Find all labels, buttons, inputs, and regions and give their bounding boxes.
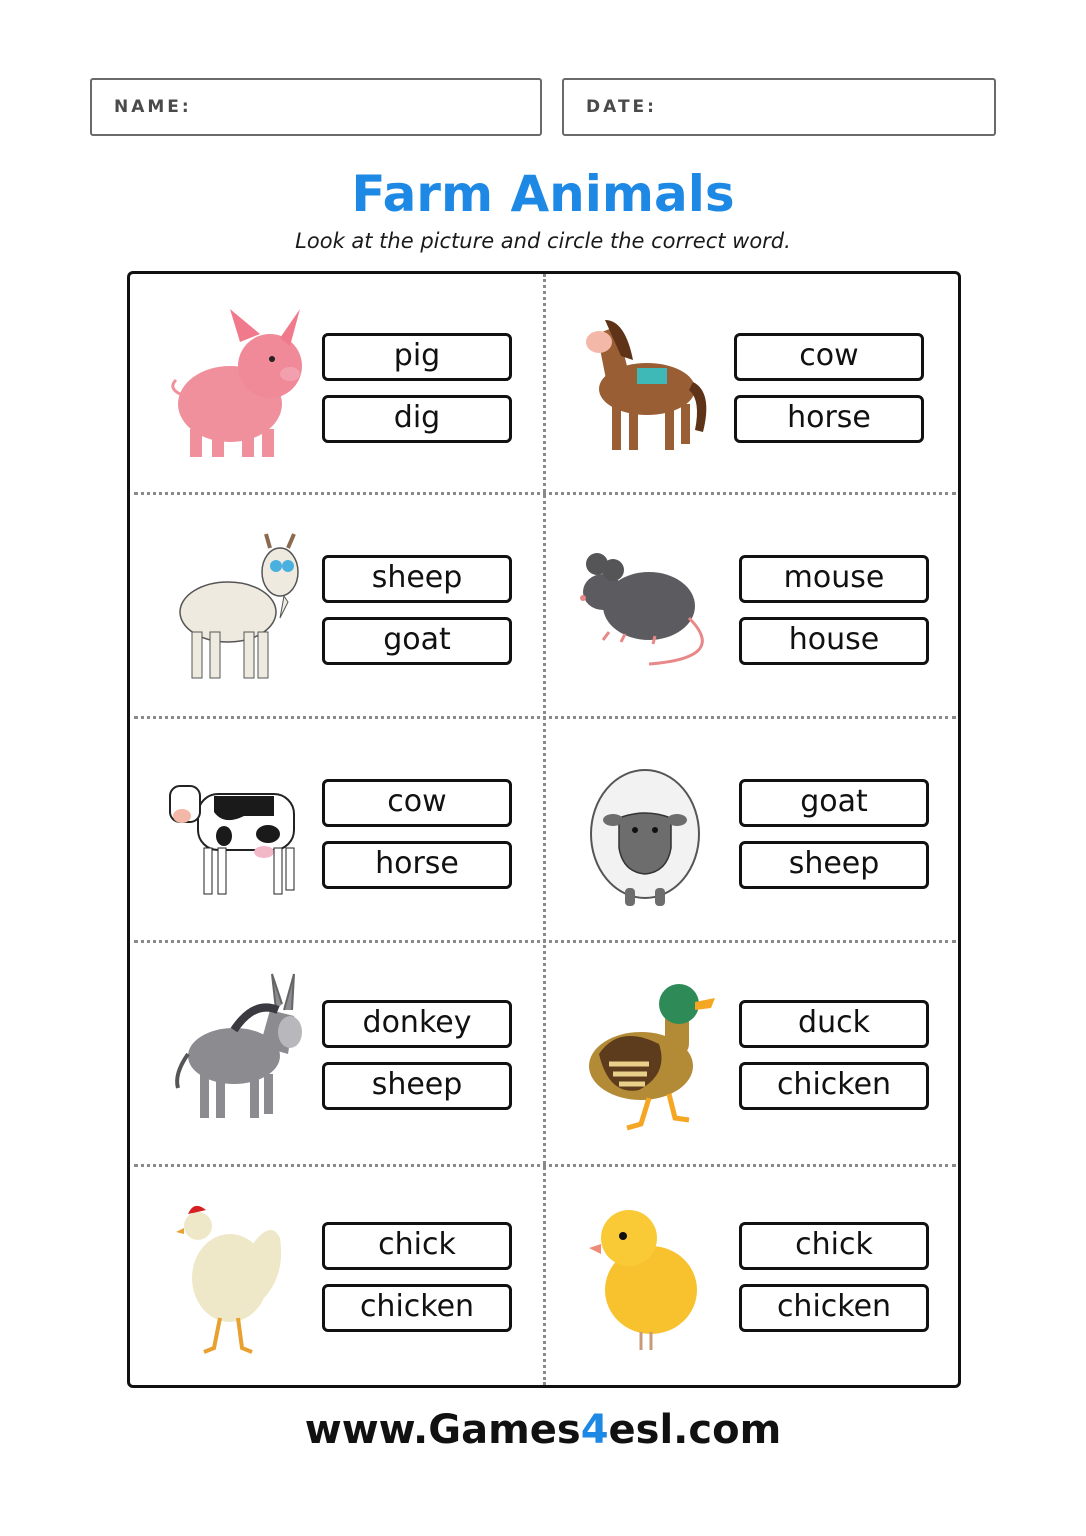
duck-icon [569, 974, 729, 1134]
option-horse[interactable]: horse [322, 841, 512, 889]
cell-goat [134, 496, 542, 716]
option-sheep[interactable]: sheep [322, 555, 512, 603]
option-mouse[interactable]: mouse [739, 555, 929, 603]
option-sheep[interactable]: sheep [322, 1062, 512, 1110]
page-title: Farm Animals [351, 165, 735, 223]
footer-accent: 4 [580, 1407, 609, 1453]
option-horse[interactable]: horse [734, 395, 924, 443]
chick-icon [571, 1198, 731, 1358]
row-divider [134, 716, 956, 719]
column-divider [543, 274, 546, 1385]
option-chick[interactable]: chick [322, 1222, 512, 1270]
mouse-icon [569, 536, 729, 696]
option-house[interactable]: house [739, 617, 929, 665]
option-goat[interactable]: goat [739, 779, 929, 827]
cell-horse [549, 274, 957, 494]
sheep-icon [565, 754, 725, 914]
cell-duck [549, 944, 957, 1164]
date-label: DATE: [586, 97, 657, 117]
option-cow[interactable]: cow [734, 333, 924, 381]
pig-icon [160, 304, 320, 464]
cell-chicken [134, 1168, 542, 1388]
horse-icon [567, 304, 727, 464]
cow-icon [158, 760, 318, 920]
website-footer [0, 1402, 1086, 1458]
option-chick[interactable]: chick [739, 1222, 929, 1270]
option-chicken[interactable]: chicken [739, 1062, 929, 1110]
goat-icon [158, 532, 318, 692]
row-divider [134, 1164, 956, 1167]
option-goat[interactable]: goat [322, 617, 512, 665]
option-chicken[interactable]: chicken [739, 1284, 929, 1332]
cell-pig [134, 274, 542, 494]
date-field[interactable] [562, 78, 996, 136]
option-dig[interactable]: dig [322, 395, 512, 443]
cell-sheep [549, 720, 957, 940]
donkey-icon [164, 970, 324, 1130]
cell-chick [549, 1168, 957, 1388]
option-pig[interactable]: pig [322, 333, 512, 381]
option-cow[interactable]: cow [322, 779, 512, 827]
cell-mouse [549, 496, 957, 716]
option-chicken[interactable]: chicken [322, 1284, 512, 1332]
footer-prefix: www.Games [304, 1407, 581, 1453]
name-label: NAME: [114, 97, 192, 117]
instructions: Look at the picture and circle the correct word. [295, 229, 791, 253]
option-donkey[interactable]: donkey [322, 1000, 512, 1048]
footer-suffix: esl.com [608, 1407, 782, 1453]
cell-donkey [134, 944, 542, 1164]
option-sheep[interactable]: sheep [739, 841, 929, 889]
name-field[interactable] [90, 78, 542, 136]
chicken-icon [154, 1198, 314, 1358]
option-duck[interactable]: duck [739, 1000, 929, 1048]
row-divider [134, 940, 956, 943]
cell-cow [134, 720, 542, 940]
